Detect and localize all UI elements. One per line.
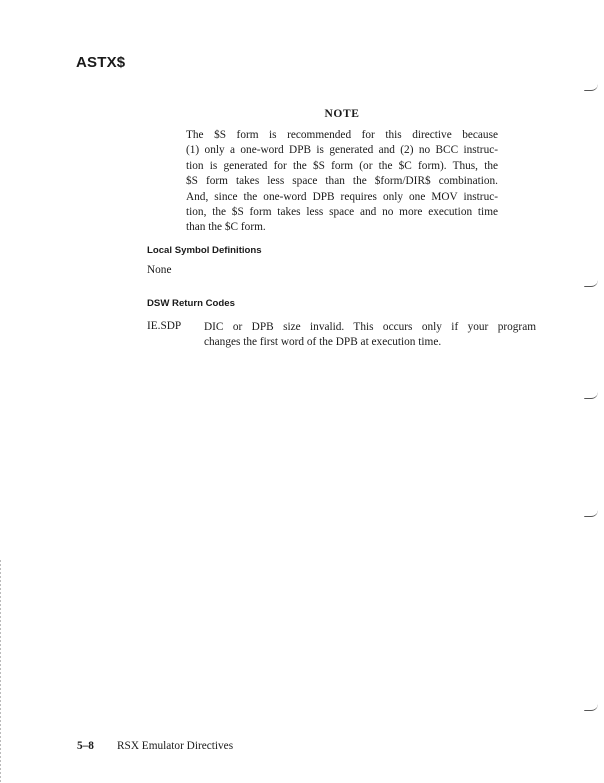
binder-hole-mark bbox=[584, 704, 598, 711]
local-symbols-text: None bbox=[147, 264, 172, 276]
binder-hole-mark bbox=[584, 392, 598, 399]
note-body bbox=[186, 128, 498, 236]
return-code-line: changes the first word of the DPB at execution time. bbox=[204, 336, 442, 349]
binder-hole-mark bbox=[584, 510, 598, 517]
scan-edge bbox=[0, 560, 1, 783]
footer-page-number: 5–8 bbox=[77, 740, 94, 752]
note-line: tion, the $S form takes less space and no more execution time bbox=[186, 206, 498, 219]
section-heading: ASTX$ bbox=[76, 54, 126, 71]
local-symbols-heading: Local Symbol Definitions bbox=[147, 245, 262, 256]
note-title: NOTE bbox=[324, 108, 360, 120]
note-line: The $S form is recommended for this directive because bbox=[186, 129, 498, 141]
return-code-line: DIC or DPB size invalid. This occurs only if your program bbox=[204, 321, 536, 333]
note-line: And, since the one-word DPB requires only one MOV instruc- bbox=[186, 190, 498, 203]
note-line: $S form takes less space than the $form/DIR$ combination. bbox=[186, 175, 498, 188]
return-code-term: IE.SDP bbox=[147, 320, 182, 332]
return-code-description bbox=[204, 320, 536, 351]
binder-hole-mark bbox=[584, 84, 598, 91]
note-line: than the $C form. bbox=[186, 221, 266, 234]
binder-hole-mark bbox=[584, 280, 598, 287]
note-line: tion is generated for the $S form (or the $C form). Thus, the bbox=[186, 159, 498, 172]
dsw-codes-heading: DSW Return Codes bbox=[147, 298, 235, 309]
footer-title: RSX Emulator Directives bbox=[117, 740, 234, 752]
note-line: (1) only a one-word DPB is generated and (2) no BCC instruc- bbox=[186, 144, 498, 157]
